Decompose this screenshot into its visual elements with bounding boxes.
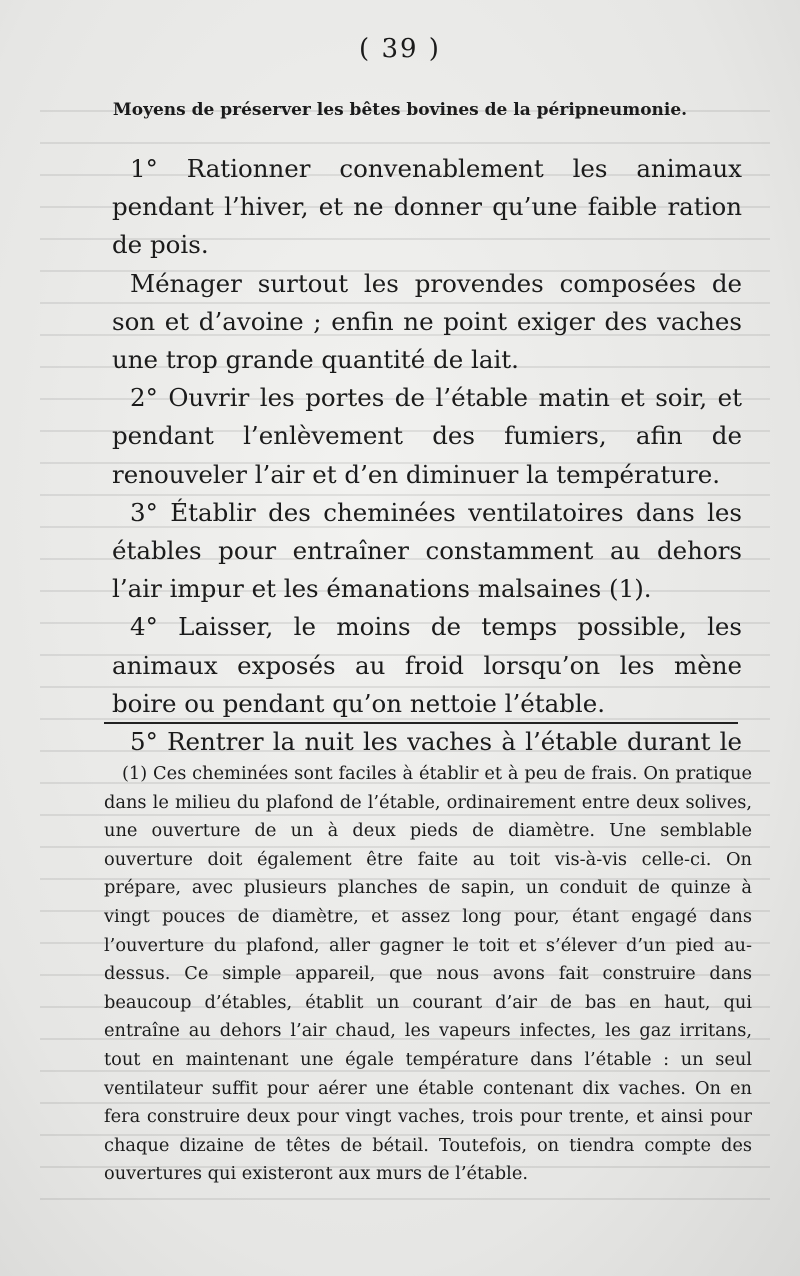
page-number: ( 39 ): [359, 34, 441, 64]
footnote: [104, 760, 752, 1189]
paragraph-2: Ménager surtout les provendes composées de son et d’avoine ; enfin ne point exiger des vaches une trop grande quantité de lait.: [112, 268, 742, 375]
footnote-text: (1) Ces cheminées sont faciles à établir et à peu de frais. On pratique dans le milieu du plafond de l’étable, ordinairement entre deux solives, une ouverture de un à deux pieds de diamètre. Une semblable ouverture doit également être faite au toit vis-à-vis celle-ci. On prépare, avec plusieurs planches de sapin, un conduit de quinze à vingt pouces de diamètre, et assez long pour, étant engagé dans l’ouverture du plafond, aller gagner le toit et s’élever d’un pied au-dessus. Ce simple appareil, que nous avons fait construire dans beaucoup d’étables, établit un courant d’air de bas en haut, qui entraîne au dehors l’air chaud, les vapeurs infectes, les gaz irritans, tout en maintenant une égale température dans l’étable : un seul ventilateur suffit pour aérer une étable contenant dix vaches. On en fera construire deux pour vingt vaches, trois pour trente, et ainsi pour chaque dizaine de têtes de bétail. Toutefois, on tiendra compte des ouvertures qui existeront aux murs de l’étable.: [104, 763, 752, 1185]
footnote-divider: [104, 722, 738, 724]
paragraph-6: 5° Rentrer la nuit les vaches à l’étable durant le: [130, 727, 742, 757]
paragraph-4: 3° Établir des cheminées ventilatoires dans les étables pour entraîner constamment au dehors l’air impur et les émanations malsaines (1).: [112, 497, 742, 604]
paragraph-1: 1° Rationner convenablement les animaux pendant l’hiver, et ne donner qu’une faible ration de pois.: [112, 154, 742, 260]
paragraph-3: 2° Ouvrir les portes de l’étable matin et soir, et pendant l’enlèvement des fumiers, afin de renouveler l’air et d’en diminuer la température.: [112, 383, 742, 489]
section-title: Moyens de préserver les bêtes bovines de la péripneumonie.: [112, 100, 688, 120]
paragraph-5: 4° Laisser, le moins de temps possible, les animaux exposés au froid lorsqu’on les mène boire ou pendant qu’on nettoie l’étable.: [112, 612, 742, 718]
main-text: [112, 150, 742, 761]
